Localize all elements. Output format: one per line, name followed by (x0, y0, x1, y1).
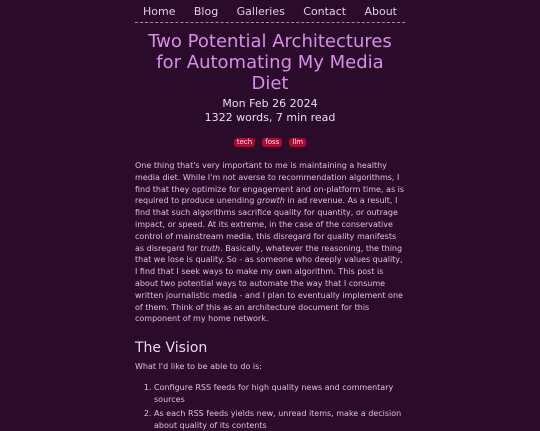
section-intro: What I'd like to be able to do is: (135, 362, 262, 372)
nav-home-link[interactable]: Home (143, 5, 176, 18)
paragraph-text-1: One thing that's very important to me is maintaining a healthy media diet. While I'm not averse to recommendation algorithms, I find that they optimize for engagement and on-platform time, as is required to produce unending (135, 161, 405, 206)
post-stats: 1322 words, 7 min read (204, 111, 336, 124)
section-heading: The Vision (135, 340, 208, 357)
post-title: Two Potential Architectures for Automating My Media Diet (148, 31, 392, 94)
top-nav (135, 4, 405, 23)
emphasis-truth: truth (200, 243, 221, 253)
tag-foss[interactable]: foss (262, 138, 282, 147)
paragraph-text-3: . Basically, whatever the reasoning, the thing that we lose is quality. So - as someone who deeply values quality, I find that I seek ways to make my own algorithm. This post is about two potential ways to automate the way that I consume written journalistic media - and I plan to eventually implement one of them. Think of this as an architecture document for this component of my home network. (135, 243, 403, 324)
tag-tech[interactable]: tech (234, 138, 255, 147)
emphasis-growth: growth (256, 196, 285, 206)
tag-llm[interactable]: llm (289, 138, 306, 147)
paragraph-text-2: in ad revenue. As a result, I find that such algorithms sacrifice quality for quantity, or outrage impact, or speed. At its extreme, in the case of the conservative control of mainstream media, this disregard for quality manifests as disregard for (135, 196, 398, 253)
vision-list (135, 382, 405, 431)
nav-about-link[interactable]: About (364, 5, 397, 18)
intro-paragraph (135, 160, 405, 325)
list-item: 1. Configure RSS feeds for high quality news and commentary sources (154, 382, 405, 405)
nav-contact-link[interactable]: Contact (303, 5, 347, 18)
post-date: Mon Feb 26 2024 (222, 97, 318, 110)
nav-galleries-link[interactable]: Galleries (236, 5, 285, 18)
page (135, 0, 405, 431)
nav-blog-link[interactable]: Blog (193, 5, 219, 18)
list-item: 2. As each RSS feeds yields new, unread items, make a decision about quality of its contents (154, 408, 405, 431)
tag-list (135, 129, 405, 148)
